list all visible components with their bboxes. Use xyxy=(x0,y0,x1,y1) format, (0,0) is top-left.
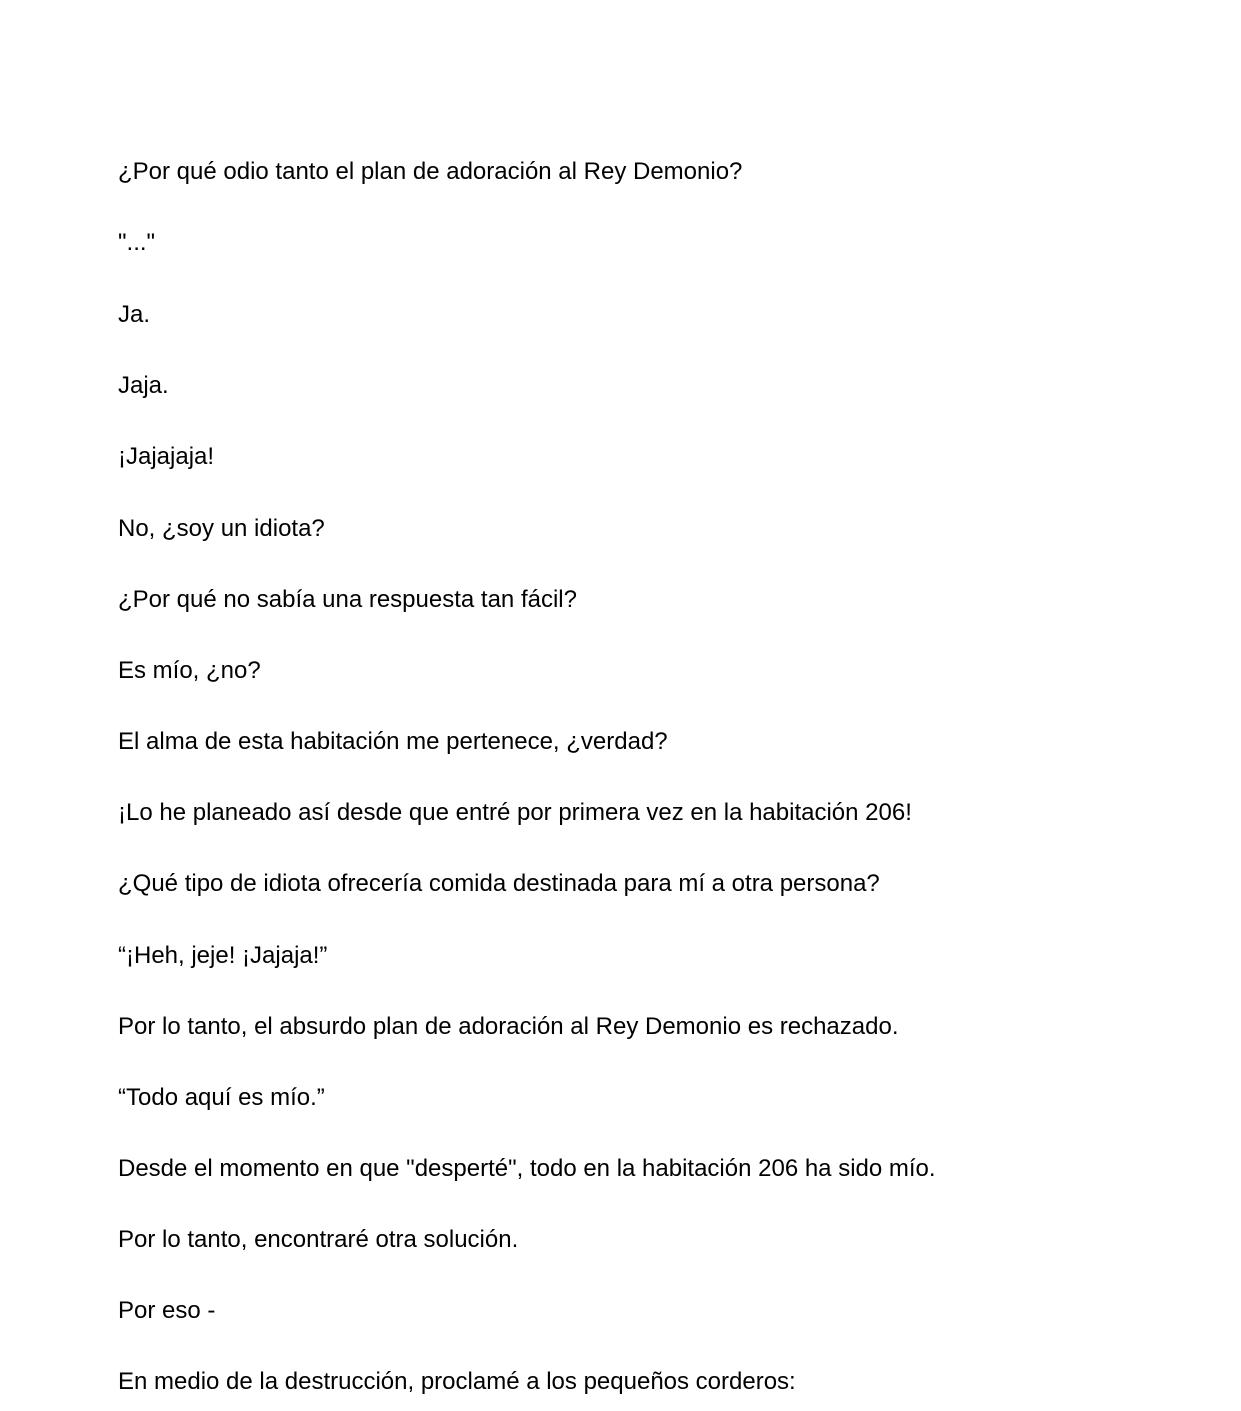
paragraph-12: “¡Heh, jeje! ¡Jajaja!” xyxy=(118,942,328,969)
paragraph-7: ¿Por qué no sabía una respuesta tan fácil? xyxy=(118,586,577,613)
paragraph-16: Por lo tanto, encontraré otra solución. xyxy=(118,1226,519,1253)
paragraph-5: ¡Jajajaja! xyxy=(118,443,215,470)
paragraph-8: Es mío, ¿no? xyxy=(118,657,261,684)
paragraph-13: Por lo tanto, el absurdo plan de adoración al Rey Demonio es rechazado. xyxy=(118,1013,899,1040)
paragraph-10: ¡Lo he planeado así desde que entré por primera vez en la habitación 206! xyxy=(118,799,912,826)
paragraph-14: “Todo aquí es mío.” xyxy=(118,1084,325,1111)
paragraph-2: "..." xyxy=(118,229,156,256)
paragraph-4: Jaja. xyxy=(118,372,169,399)
paragraph-9: El alma de esta habitación me pertenece, ¿verdad? xyxy=(118,728,668,755)
paragraph-6: No, ¿soy un idiota? xyxy=(118,515,325,542)
paragraph-18: En medio de la destrucción, proclamé a los pequeños corderos: xyxy=(118,1368,796,1395)
paragraph-11: ¿Qué tipo de idiota ofrecería comida destinada para mí a otra persona? xyxy=(118,870,880,897)
paragraph-15: Desde el momento en que "desperté", todo en la habitación 206 ha sido mío. xyxy=(118,1155,936,1182)
paragraph-3: Ja. xyxy=(118,301,151,328)
paragraph-17: Por eso - xyxy=(118,1297,216,1324)
paragraph-1: ¿Por qué odio tanto el plan de adoración al Rey Demonio? xyxy=(118,158,743,185)
